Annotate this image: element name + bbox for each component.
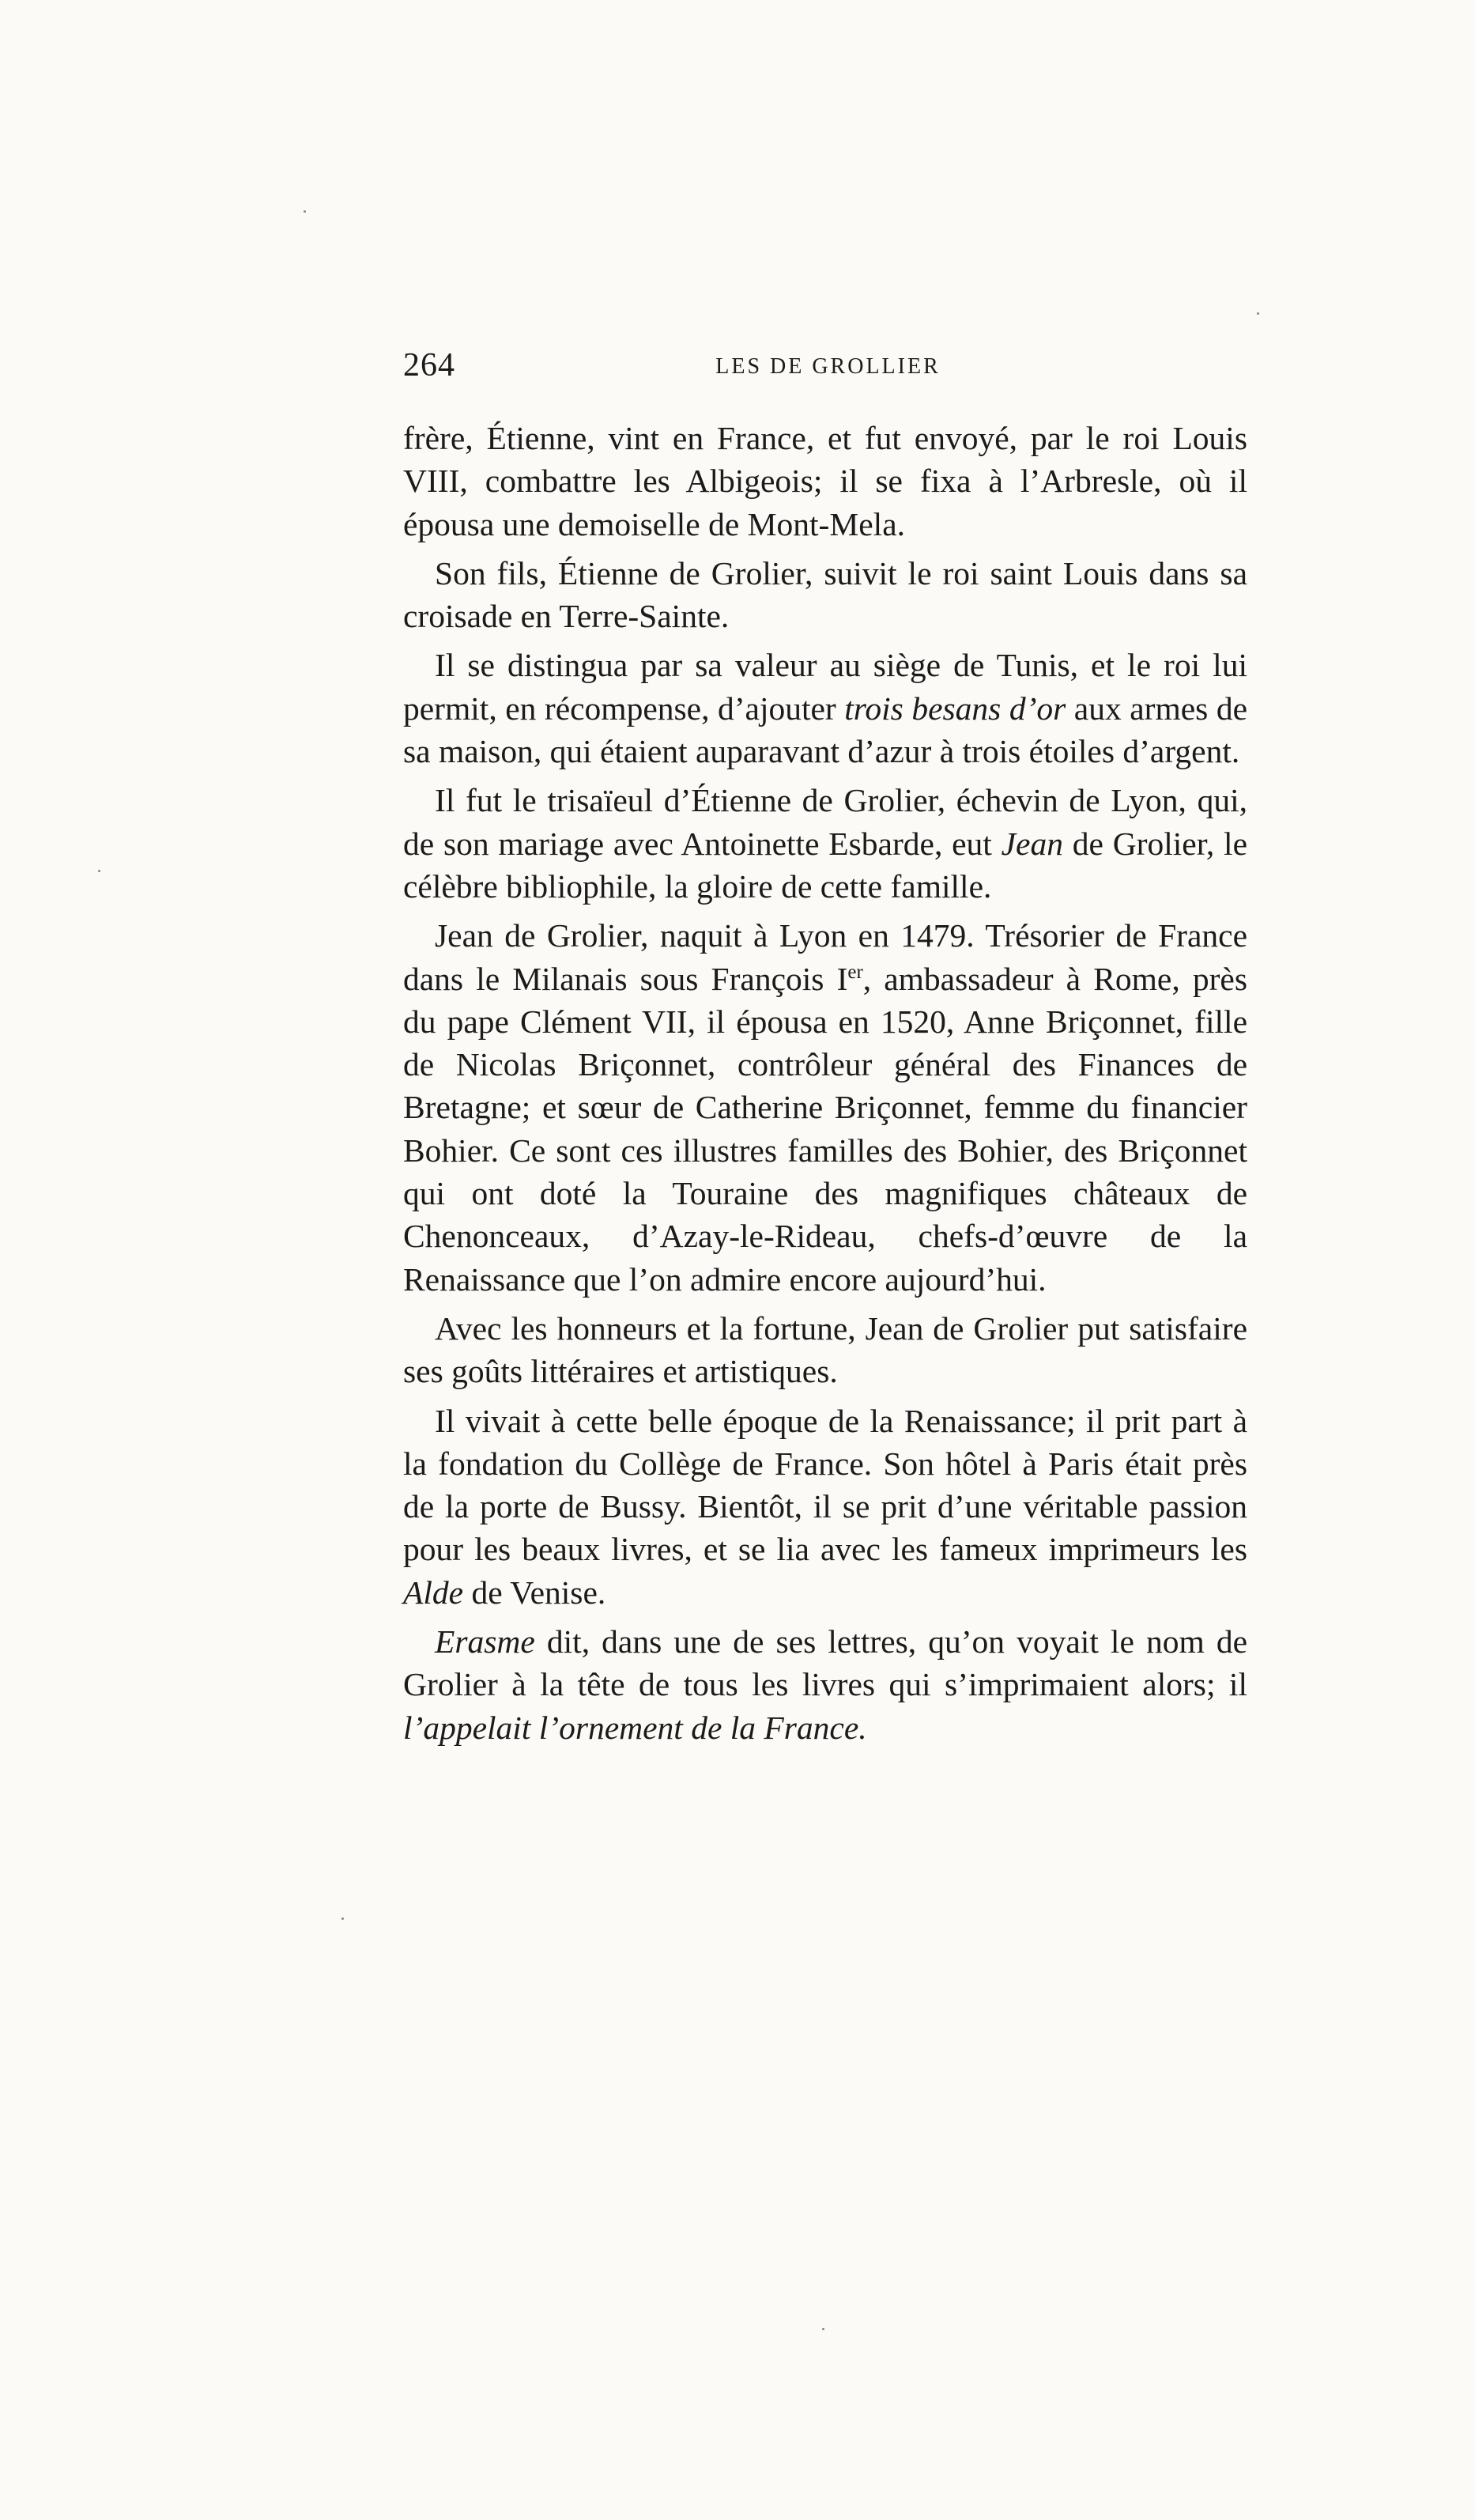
paragraph-4-text-b: de Grolier, le célèbre bibliophile, la gloire de cette famille. [403,825,1247,905]
paragraph-5-superscript: er [847,961,863,983]
paragraph-3-text-b: aux armes de sa maison, qui étaient auparavant d’azur à trois étoiles d’argent. [403,690,1248,770]
running-title: LES DE GROLLIER [715,354,941,379]
paragraph-1-text: frère, Étienne, vint en France, et fut envoyé, par le roi Louis VIII, combattre les Albigeois; il se fixa à l’Arbresle, où il épousa une demoiselle de Mont-Mela. [403,420,1247,542]
paper-speck [822,2328,824,2330]
paragraph-3 [403,644,1247,773]
paragraph-1 [403,417,1247,546]
paragraph-7-italic: Alde [403,1574,464,1611]
paragraph-5-text-b: , ambassadeur à Rome, près du pape Clément VII, il épousa en 1520, Anne Briçonnet, fille de Nicolas Briçonnet, contrôleur général des Finances de Bretagne; et sœur de Catherine Briçonnet, femme du financier Bohier. Ce sont ces illustres familles des Bohier, des Briçonnet qui ont doté la Touraine des magnifiques châteaux de Chenonceaux, d’Azay-le-Rideau, chefs-d’œuvre de la Renaissance que l’on admire encore aujourd’hui. [403,960,1247,1298]
paragraph-4-italic: Jean [1001,825,1063,862]
paragraph-8-italic-1: Erasme [435,1623,535,1660]
paragraph-3-italic: trois besans d’or [844,690,1066,727]
paragraph-7 [403,1400,1247,1614]
paper-speck [304,210,306,213]
page-header [403,346,1253,394]
paragraph-7-text-a: Il vivait à cette belle époque de la Renaissance; il prit part à la fondation du Collège de France. Son hôtel à Paris était près de la porte de Bussy. Bientôt, il se prit d’une véritable passion pour les beaux livres, et se lia avec les fameux imprimeurs les [403,1402,1247,1568]
paragraph-8-text: dit, dans une de ses lettres, qu’on voyait le nom de Grolier à la tête de tous les livres qui s’imprimaient alors; il [403,1623,1247,1703]
paragraph-7-text-b: de Venise. [463,1574,606,1611]
paper-speck [98,870,100,872]
paragraph-2 [403,552,1247,638]
paragraph-6-text: Avec les honneurs et la fortune, Jean de Grolier put satisfaire ses goûts littéraires et artistiques. [403,1309,1247,1390]
paragraph-3-text-a: Il se distingua par sa valeur au siège de Tunis, et le roi lui permit, en récompense, d’ajouter [403,647,1247,727]
paragraph-4-text-a: Il fut le trisaïeul d’Étienne de Grolier, échevin de Lyon, qui, de son mariage avec Antoinette Esbarde, eut [403,782,1247,862]
paper-speck [341,1917,344,1920]
paragraph-8-italic-2: l’appelait l’ornement de la France. [403,1709,867,1746]
paragraph-6 [403,1307,1247,1393]
paragraph-5 [403,914,1247,1301]
paragraph-2-text: Son fils, Étienne de Grolier, suivit le roi saint Louis dans sa croisade en Terre-Sainte. [403,554,1247,635]
paper-speck [1257,312,1259,315]
paragraph-5-text-a: Jean de Grolier, naquit à Lyon en 1479. Trésorier de France dans le Milanais sous François I [403,917,1247,997]
paragraph-4 [403,779,1247,908]
body-text [403,417,1247,1755]
page-number: 264 [403,347,455,383]
paragraph-8 [403,1620,1247,1749]
